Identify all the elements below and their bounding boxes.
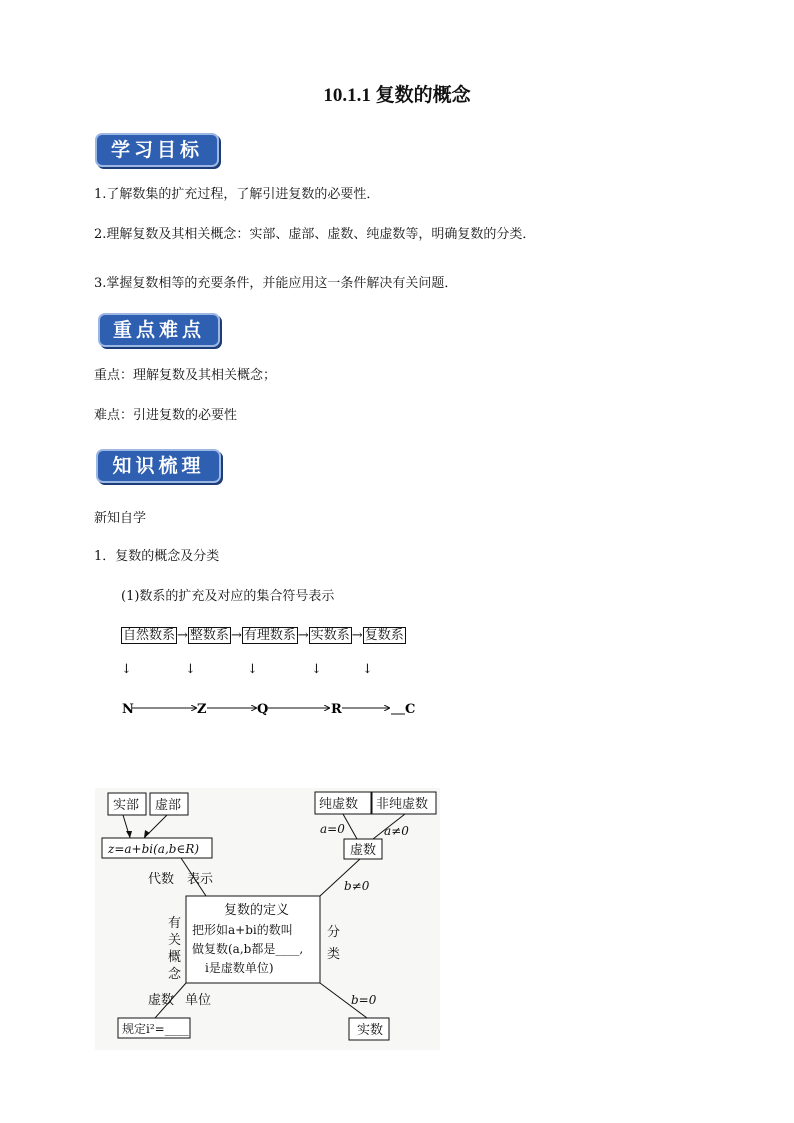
label-imaginary: 虚数 <box>350 843 377 858</box>
set-symbol-z: Z <box>197 702 207 717</box>
label-b-zero: b=0 <box>351 993 377 1007</box>
number-system-chain <box>121 624 406 643</box>
set-symbol-r: R <box>331 702 342 717</box>
label-imag-unit-2: 单位 <box>185 993 212 1008</box>
chain-arrow: → <box>297 628 309 643</box>
chain-arrow: → <box>230 628 242 643</box>
down-arrow: ↓ <box>185 662 196 677</box>
label-rule: 规定i²=____ <box>122 1022 189 1036</box>
label-def-title: 复数的定义 <box>224 903 290 918</box>
label-non-pure-imaginary: 非纯虚数 <box>376 797 429 812</box>
set-symbol-c: C <box>405 702 416 717</box>
label-def-line2: 做复数(a,b都是____, <box>192 942 304 956</box>
objective-2: 2.理解复数及其相关概念：实部、虚部、虚数、纯虚数等，明确复数的分类． <box>94 227 536 242</box>
label-imag-part: 虚部 <box>155 798 182 813</box>
label-real-part: 实部 <box>113 798 140 813</box>
section-badge-key-points: 重点难点 <box>98 313 220 347</box>
key-difficulty: 难点：引进复数的必要性 <box>94 408 238 423</box>
section-badge-objectives: 学习目标 <box>95 133 219 167</box>
number-system-rational: 有理数系 <box>243 628 296 643</box>
label-def-line3: i是虚数单位) <box>205 961 274 975</box>
svg-text:类: 类 <box>327 947 341 962</box>
set-symbol-chain <box>115 695 435 721</box>
key-focus: 重点：理解复数及其相关概念； <box>94 368 277 383</box>
set-symbol-n: N <box>122 702 134 717</box>
down-arrow: ↓ <box>311 662 322 677</box>
svg-text:概: 概 <box>168 950 182 965</box>
objective-1: 1.了解数集的扩充过程，了解引进复数的必要性． <box>94 187 380 202</box>
objective-3: 3.掌握复数相等的充要条件，并能应用这一条件解决有关问题． <box>94 276 458 291</box>
down-arrow: ↓ <box>247 662 258 677</box>
label-real: 实数 <box>357 1023 384 1038</box>
knowledge-subhead: 新知自学 <box>94 511 147 526</box>
label-b-nonzero: b≠0 <box>344 879 370 893</box>
label-imag-unit-1: 虚数 <box>148 993 175 1008</box>
label-pure-imaginary: 纯虚数 <box>319 797 359 812</box>
section-badge-knowledge: 知识梳理 <box>96 449 221 483</box>
page-title: 10.1.1 复数的概念 <box>323 85 471 106</box>
down-arrow: ↓ <box>121 662 132 677</box>
knowledge-item-1: 1．复数的概念及分类 <box>94 549 220 564</box>
number-system-natural: 自然数系 <box>123 628 176 643</box>
label-def-line1: 把形如a+bi的数叫 <box>192 923 293 937</box>
label-formula: z=a+bi(a,b∈R) <box>108 842 200 856</box>
label-representation: 表示 <box>187 872 214 887</box>
svg-text:念: 念 <box>168 967 182 982</box>
number-system-real: 实数系 <box>310 628 350 643</box>
complex-concept-diagram <box>95 788 440 1050</box>
number-system-integer: 整数系 <box>189 628 229 643</box>
down-arrow: ↓ <box>362 662 373 677</box>
svg-text:关: 关 <box>168 933 182 948</box>
chain-arrow: → <box>177 628 188 643</box>
number-system-complex: 复数系 <box>364 628 404 643</box>
svg-text:分: 分 <box>327 925 341 940</box>
label-a-nonzero: a≠0 <box>384 824 409 838</box>
chain-arrow: → <box>351 628 363 643</box>
svg-text:有: 有 <box>168 916 182 931</box>
label-algebraic: 代数 <box>148 872 175 887</box>
set-symbol-q: Q <box>257 702 269 717</box>
knowledge-item-1-sub: (1)数系的扩充及对应的集合符号表示 <box>121 589 335 604</box>
label-a-zero: a=0 <box>320 822 345 836</box>
